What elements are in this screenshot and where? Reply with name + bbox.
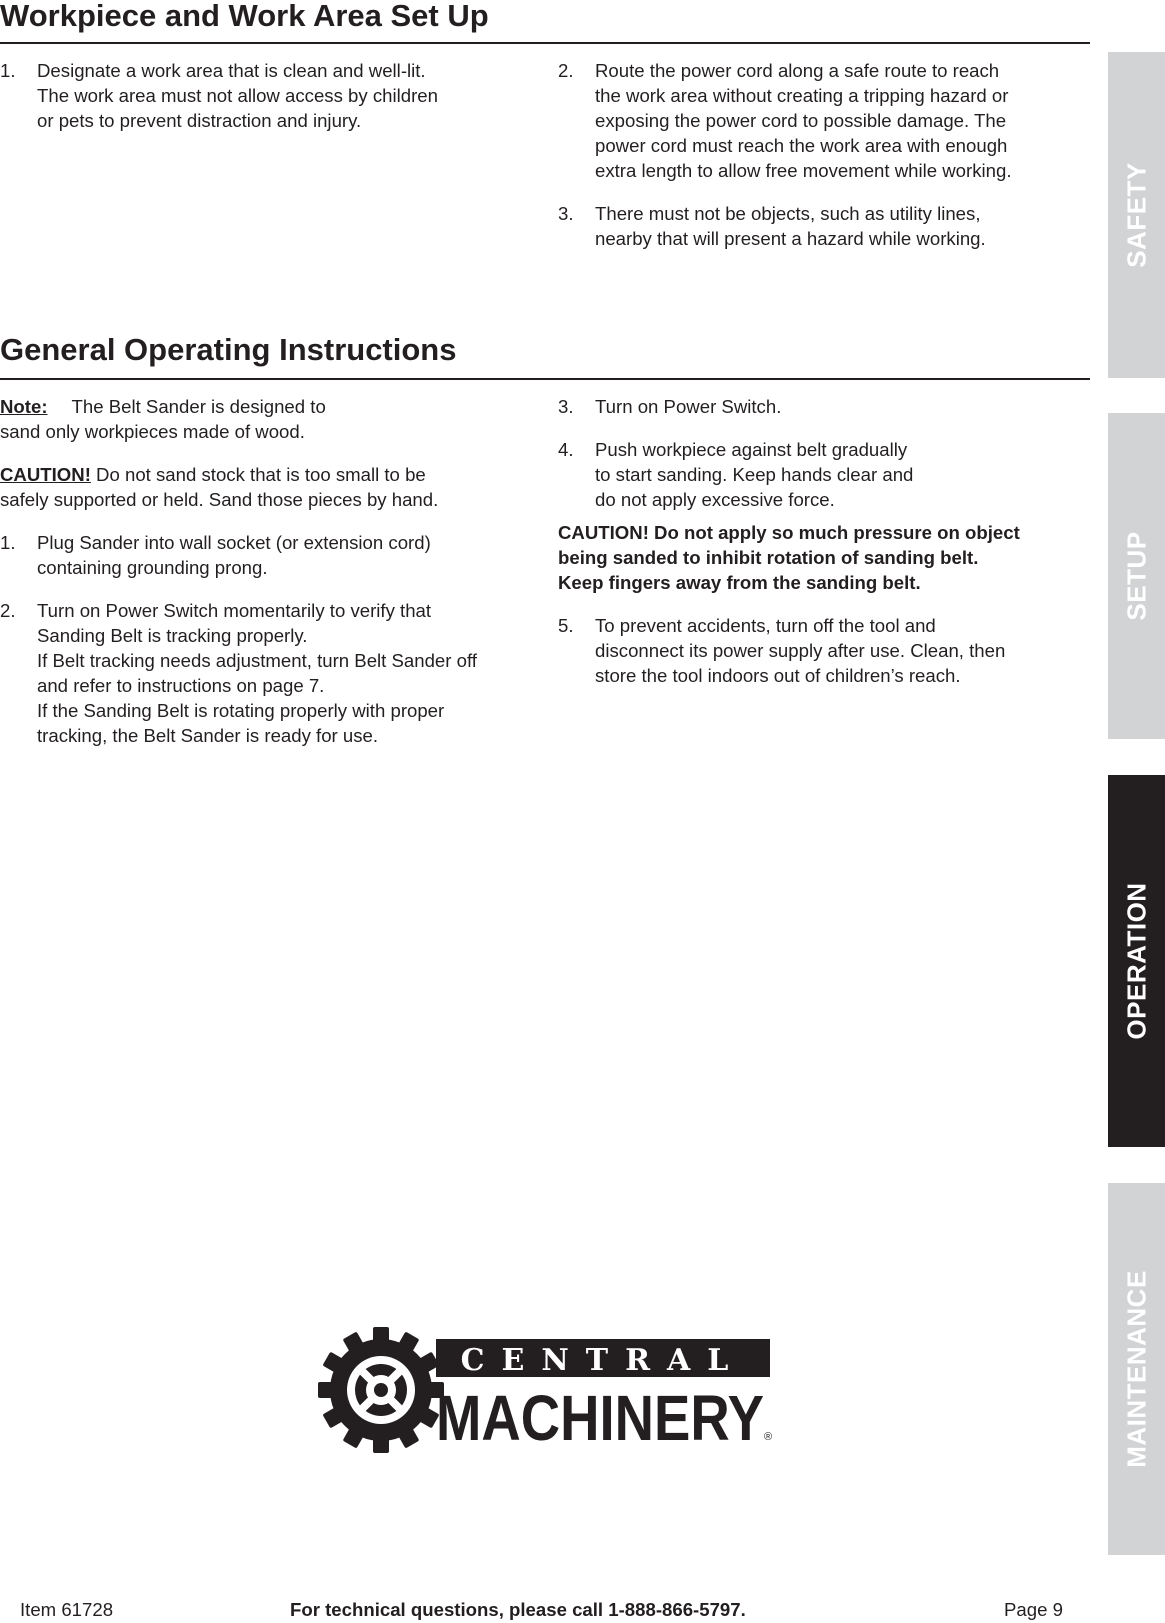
caution-label: CAUTION! [0, 464, 91, 485]
list-item: 3. There must not be objects, such as utility lines, nearby that will present a hazard while working. [558, 203, 986, 249]
caution-warning: CAUTION! Do not apply so much pressure on object being sanded to inhibit rotation of sanding belt. Keep fingers away from the sanding belt. [558, 522, 1020, 593]
work-area-right-column [558, 58, 1078, 269]
tab-operation[interactable]: OPERATION [1108, 775, 1165, 1147]
section-divider [0, 378, 1090, 380]
tab-maintenance[interactable]: MAINTENANCE [1108, 1183, 1165, 1555]
footer-contact: For technical questions, please call 1-888-866-5797. [290, 1599, 746, 1620]
section-divider [0, 42, 1090, 44]
note-label: Note: [0, 396, 48, 417]
section-title-operating-instructions: General Operating Instructions [0, 332, 457, 367]
operating-right-column [558, 394, 1088, 706]
footer-item-number: Item 61728 [20, 1599, 114, 1620]
list-item: 5. To prevent accidents, turn off the tool and disconnect its power supply after use. Clean, then store the tool indoors out of children’s reach. [558, 615, 1006, 686]
list-item: 1. Designate a work area that is clean and well-lit. The work area must not allow access by children or pets to prevent distraction and injury. [0, 60, 438, 131]
tab-setup[interactable]: SETUP [1108, 413, 1165, 739]
logo-wordmark-bottom: MACHINERY [436, 1382, 764, 1453]
central-machinery-logo [318, 1327, 774, 1453]
list-item: 2. Route the power cord along a safe route to reach the work area without creating a tripping hazard or exposing the power cord to possible damage. The power cord must reach the work area with enough extra length to allow free movement while working. [558, 60, 1012, 181]
section-title-work-area: Workpiece and Work Area Set Up [0, 0, 489, 33]
footer-page-number: Page 9 [1004, 1599, 1063, 1620]
operating-left-column [0, 394, 545, 766]
list-item: 3. Turn on Power Switch. [558, 396, 782, 417]
list-item: 4. Push workpiece against belt gradually to start sanding. Keep hands clear and do not apply excessive force. [558, 439, 914, 510]
work-area-left-column [0, 58, 510, 151]
list-item: 2. Turn on Power Switch momentarily to verify that Sanding Belt is tracking properly. If Belt tracking needs adjustment, turn Belt Sander off and refer to instructions on page 7. If the Sanding Belt is rotating properly with proper tracking, the Belt Sander is ready for use. [0, 600, 477, 746]
registered-mark: ® [764, 1431, 773, 1443]
gear-icon [318, 1327, 444, 1453]
logo-wordmark-top: CENTRAL [460, 1343, 746, 1378]
tab-safety[interactable]: SAFETY [1108, 52, 1165, 378]
note-paragraph: Note: The Belt Sander is designed to sand only workpieces made of wood. [0, 396, 326, 442]
list-item: 1. Plug Sander into wall socket (or extension cord) containing grounding prong. [0, 532, 431, 578]
caution-paragraph: CAUTION! Do not sand stock that is too small to be safely supported or held. Sand those pieces by hand. [0, 464, 439, 510]
